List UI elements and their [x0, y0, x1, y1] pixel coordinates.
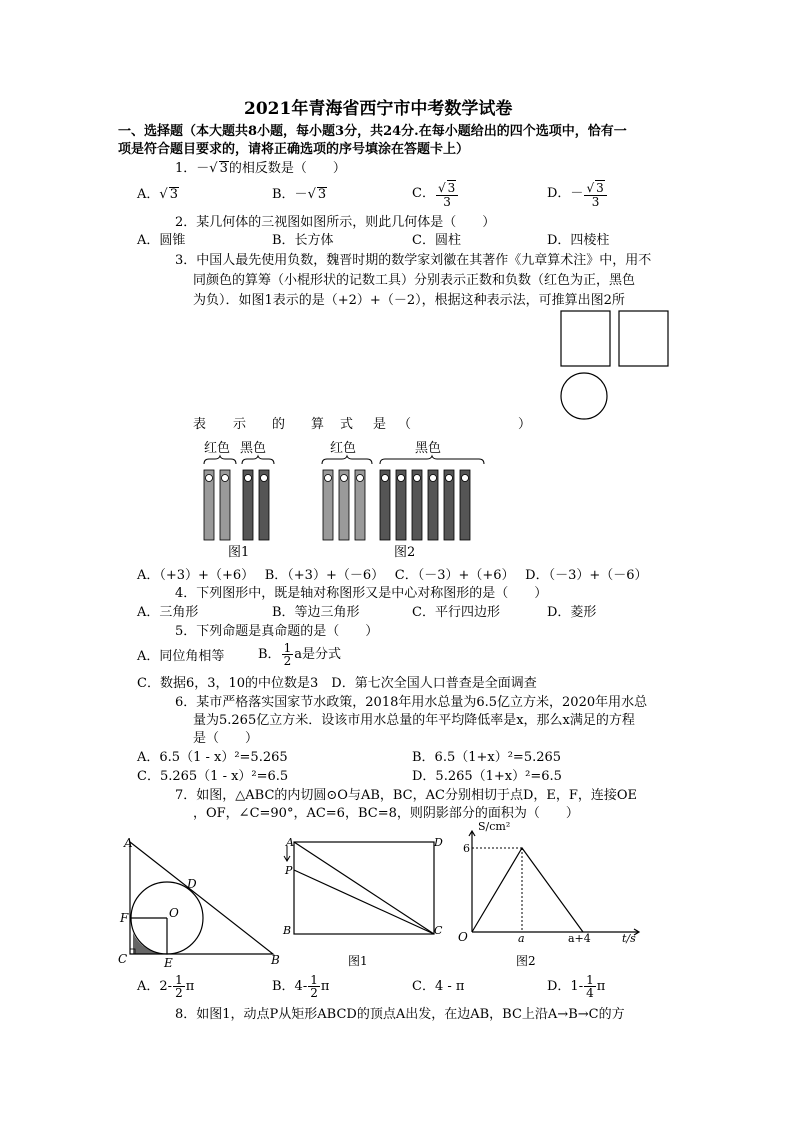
counting-rod-hole [382, 475, 389, 482]
q7-label-b: B [271, 953, 280, 967]
q8-graph-y6: 6 [463, 842, 470, 855]
q8-graph-xa4: a+4 [568, 932, 591, 945]
q4-stem: 4．下列图形中，既是轴对称图形又是中心对称图形的是（ ） [175, 586, 548, 601]
counting-rod-hole [462, 475, 469, 482]
diagonal-ac [294, 842, 434, 934]
q7-line2: ，OF，∠C=90°，AC=6，BC=8，则阴影部分的面积为（ ） [193, 806, 579, 821]
q6-option-b[interactable]: B．6.5（1+x）²=5.265 [412, 750, 562, 765]
q5-stem: 5．下列命题是真命题的是（ ） [175, 624, 379, 639]
q8-label-b: B [283, 924, 292, 937]
q7-label-f: F [120, 911, 129, 925]
fig1-black-label: 黑色 [240, 441, 267, 456]
counting-rod-hole [222, 475, 229, 482]
counting-rod-hole [398, 475, 405, 482]
q5-option-a[interactable]: A．同位角相等 [137, 649, 225, 664]
q4-option-c[interactable]: C．平行四边形 [412, 605, 500, 620]
q1-stem: 1．－√ 3的相反数是（ ） [175, 161, 346, 176]
segment-pc [294, 870, 434, 934]
fig2-red-label: 红色 [330, 441, 357, 456]
fig2-caption: 图2 [394, 545, 416, 560]
section-heading-line2: 项是符合题目要求的，请将正确选项的序号填涂在答题卡上） [118, 142, 470, 157]
q7-option-a[interactable]: A．2- $\frac{1}{2}$ π [137, 973, 195, 1000]
q2-option-a[interactable]: A．圆锥 [137, 233, 186, 248]
q4-option-b[interactable]: B．等边三角形 [272, 605, 360, 620]
counting-rod-hole [341, 475, 348, 482]
fig1-red-brace [204, 456, 236, 464]
q3-line4-char-5: 是 [373, 417, 387, 432]
q8-label-a: A [286, 836, 294, 849]
q3-line4-char-6: （ [398, 417, 412, 432]
counting-rods-figure [198, 456, 488, 546]
counting-rod-hole [414, 475, 421, 482]
q2-stem: 2．某几何体的三视图如图所示，则此几何体是（ ） [175, 215, 496, 230]
q3-line2: 同颜色的算筹（小棍形状的记数工具）分别表示正数和负数（红色为正，黑色 [193, 273, 636, 288]
q5-option-cd[interactable]: C．数据6，3，10的中位数是3 D．第七次全国人口普查是全面调查 [137, 676, 537, 691]
q8-graph-xlabel: t/s [622, 932, 636, 945]
q6-option-a[interactable]: A．6.5（1 - x）²=5.265 [137, 750, 288, 765]
fig2-red-brace [322, 456, 372, 464]
fig2-black-label: 黑色 [415, 441, 442, 456]
q3-line4-char-4: 式 [340, 417, 354, 432]
counting-rod-hole [325, 475, 332, 482]
q6-line1: 6．某市严格落实国家节水政策，2018年用水总量为6.5亿立方米，2020年用水总 [175, 695, 648, 710]
counting-rod-hole [245, 475, 252, 482]
q3-line4-char-3: 算 [311, 417, 325, 432]
q5-option-b[interactable]: B． $\frac{1}{2}$ a是分式 [258, 641, 341, 668]
q4-option-d[interactable]: D．菱形 [547, 605, 597, 620]
q7-label-e: E [164, 956, 173, 970]
q2-option-c[interactable]: C．圆柱 [412, 233, 461, 248]
counting-rod-hole [357, 475, 364, 482]
q1-option-d[interactable]: D．－ $\frac{√ 3}{3}$ [547, 176, 608, 212]
q3-line4-char-7: ） [518, 417, 532, 432]
section-heading-line1: 一、选择题（本大题共8小题，每小题3分，共24分.在每小题给出的四个选项中，恰有一 [118, 124, 627, 139]
q8-fig1-caption: 图1 [348, 954, 368, 968]
fig1-red-label: 红色 [204, 441, 231, 456]
q7-label-d: D [187, 877, 197, 891]
fig1-black-brace [242, 456, 274, 464]
q8-graph-xa: a [518, 932, 525, 945]
q8-graph-figure [458, 826, 648, 946]
page-title: 2021年青海省西宁市中考数学试卷 [244, 99, 513, 119]
q8-label-c: C [434, 924, 443, 937]
q3-line4-char-0: 表 [193, 417, 207, 432]
fig2-black-brace [380, 456, 484, 464]
q7-option-c[interactable]: C．4 - π [412, 979, 465, 994]
q7-label-c: C [118, 952, 128, 966]
q3-line4-char-2: 的 [272, 417, 286, 432]
q7-label-a: A [124, 836, 133, 850]
top-view-circle [561, 373, 607, 419]
q7-line1: 7．如图，△ABC的内切圆⊙O与AB，BC，AC分别相切于点D，E，F，连接OE [175, 788, 638, 803]
q3-line1: 3．中国人最先使用负数，魏晋时期的数学家刘徽在其著作《九章算术注》中，用不 [175, 253, 652, 268]
counting-rod-hole [430, 475, 437, 482]
graph-line [472, 848, 583, 932]
counting-rod-hole [206, 475, 213, 482]
q8-line1: 8．如图1，动点P从矩形ABCD的顶点A出发，在边AB，BC上沿A→B→C的方 [175, 1007, 625, 1022]
q3-options[interactable]: A．（+3）+（+6） B．（+3）+（－6） C．（－3）+（+6） D．（－3）+（－6） [137, 568, 648, 583]
fig1-caption: 图1 [228, 545, 250, 560]
q8-label-p: P [285, 864, 293, 877]
q3-line3: 为负）．如图1表示的是（+2）+（－2），根据这种表示法，可推算出图2所 [193, 293, 625, 308]
rods-group [204, 470, 470, 540]
q7-option-d[interactable]: D．1- $\frac{1}{4}$ π [547, 973, 606, 1000]
q6-option-d[interactable]: D．5.265（1+x）²=6.5 [412, 769, 562, 784]
q7-option-b[interactable]: B．4- $\frac{1}{2}$ π [272, 973, 330, 1000]
q6-line3: 是（ ） [193, 731, 259, 746]
q7-triangle-figure [118, 830, 288, 970]
q8-graph-origin: O [458, 930, 468, 944]
q6-option-c[interactable]: C．5.265（1 - x）²=6.5 [137, 769, 289, 784]
q4-option-a[interactable]: A．三角形 [137, 605, 199, 620]
q1-option-c[interactable]: C． $\frac{√ 3}{3}$ [412, 176, 459, 212]
three-view-figure [560, 310, 672, 422]
counting-rod-hole [446, 475, 453, 482]
q8-rectangle-figure [282, 836, 442, 936]
q3-line4-char-1: 示 [233, 417, 247, 432]
q6-line2: 量为5.265亿立方米．设该市用水总量的年平均降低率是x，那么x满足的方程 [193, 713, 635, 728]
q8-graph-caption: 图2 [516, 954, 536, 968]
q7-label-o: O [169, 906, 179, 920]
q1-option-a[interactable]: A．√ 3 [137, 187, 178, 202]
q1-option-b[interactable]: B．－√ 3 [272, 187, 327, 202]
q8-graph-ylabel: S/cm² [478, 820, 511, 833]
q8-label-d: D [434, 836, 443, 849]
counting-rod-hole [261, 475, 268, 482]
front-view-rect [561, 311, 610, 366]
side-view-rect [619, 311, 668, 366]
q2-option-d[interactable]: D．四棱柱 [547, 233, 610, 248]
q2-option-b[interactable]: B．长方体 [272, 233, 334, 248]
